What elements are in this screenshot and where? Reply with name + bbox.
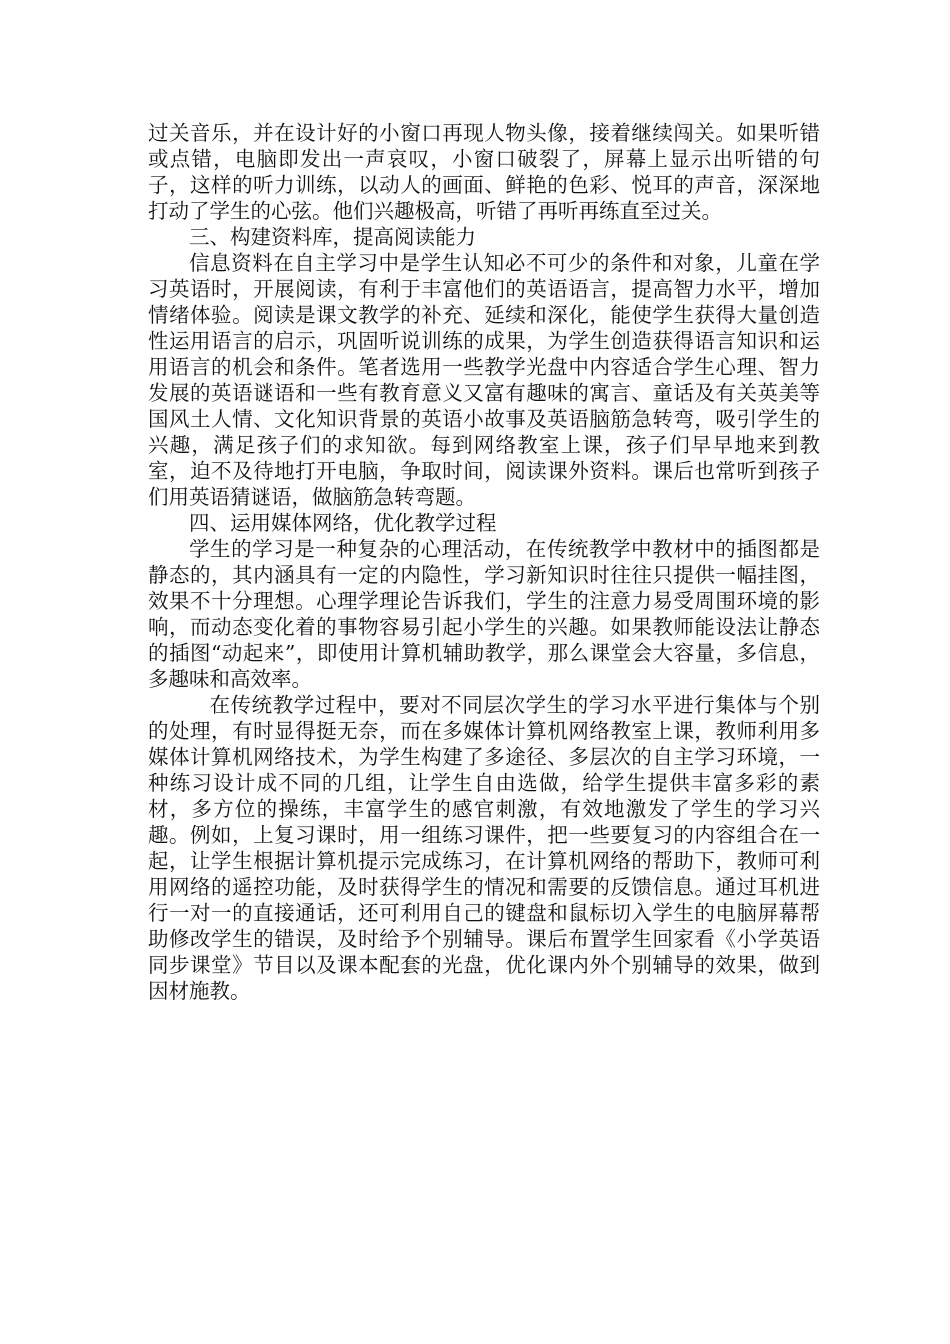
section-heading-3: 三、构建资料库，提高阅读能力 xyxy=(189,225,476,249)
paragraph-media-network: 学生的学习是一种复杂的心理活动，在传统教学中教材中的插图都是静态的，其内涵具有一定的内隐性，学习新知识时往往只提供一幅挂图，效果不十分理想。心理学理论告诉我们，学生的注意力易受周围环境的影响，而动态变化着的事物容易引起小学生的兴趣。如果教师能设法让静态的插图“动起来”，即使用计算机辅助教学，那么课堂会大容量，多信息，多趣味和高效率。 xyxy=(148,537,820,691)
paragraph-reading-resources: 信息资料在自主学习中是学生认知必不可少的条件和对象，儿童在学习英语时，开展阅读，有利于丰富他们的英语语言，提高智力水平，增加情绪体验。阅读是课文教学的补充、延续和深化，能使学生获得大量创造性运用语言的启示，巩固听说训练的成果，为学生创造获得语言知识和运用语言的机会和条件。笔者选用一些教学光盘中内容适合学生心理、智力发展的英语谜语和一些有教育意义又富有趣味的寓言、童话及有关英美等国风土人情、文化知识背景的英语小故事及英语脑筋急转弯，吸引学生的兴趣，满足孩子们的求知欲。每到网络教室上课，孩子们早早地来到教室，迫不及待地打开电脑，争取时间，阅读课外资料。课后也常听到孩子们用英语猜谜语，做脑筋急转弯题。 xyxy=(148,251,820,509)
paragraph-listening-training: 过关音乐，并在设计好的小窗口再现人物头像，接着继续闯关。如果听错或点错，电脑即发出一声哀叹，小窗口破裂了，屏幕上显示出听错的句子，这样的听力训练，以动人的画面、鲜艳的色彩、悦耳的声音，深深地打动了学生的心弦。他们兴趣极高，听错了再听再练直至过关。 xyxy=(148,121,820,223)
section-heading-4: 四、运用媒体网络，优化教学过程 xyxy=(189,511,497,535)
document-body xyxy=(148,120,820,1004)
paragraph-individual-tutoring: 在传统教学过程中，要对不同层次学生的学习水平进行集体与个别的处理，有时显得挺无奈，而在多媒体计算机网络教室上课，教师利用多媒体计算机网络技术，为学生构建了多途径、多层次的自主学习环境，一种练习设计成不同的几组，让学生自由选做，给学生提供丰富多彩的素材，多方位的操练，丰富学生的感官刺激，有效地激发了学生的学习兴趣。例如，上复习课时，用一组练习课件，把一些要复习的内容组合在一起，让学生根据计算机提示完成练习，在计算机网络的帮助下，教师可利用网络的遥控功能，及时获得学生的情况和需要的反馈信息。通过耳机进行一对一的直接通话，还可利用自己的键盘和鼠标切入学生的电脑屏幕帮助修改学生的错误，及时给予个别辅导。课后布置学生回家看《小学英语同步课堂》节目以及课本配套的光盘，优化课内外个别辅导的效果，做到因材施教。 xyxy=(148,693,820,1003)
